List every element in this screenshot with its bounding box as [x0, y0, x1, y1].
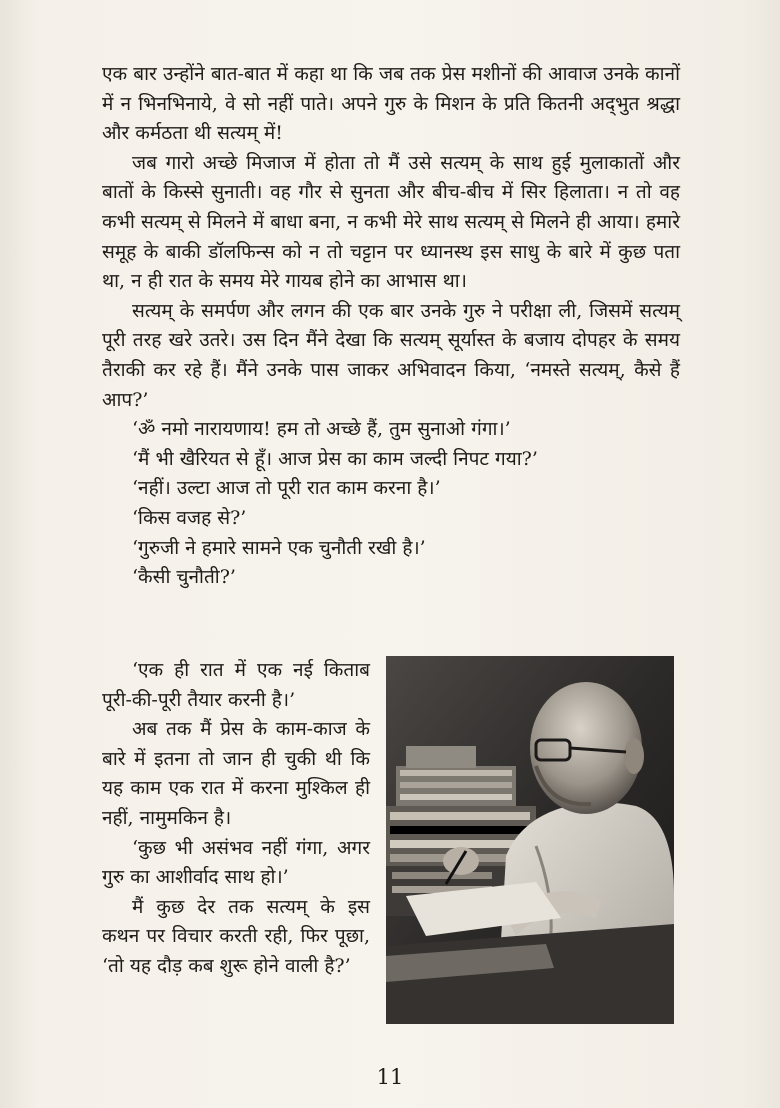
dialogue-line: ‘ॐ नमो नारायणाय! हम तो अच्छे हैं, तुम सुनाओ गंगा।’	[132, 418, 511, 441]
dialogue-line: ‘नहीं। उल्टा आज तो पूरी रात काम करना है।’	[132, 477, 441, 500]
main-text-block	[102, 60, 680, 593]
dialogue-line: ‘कैसी चुनौती?’	[132, 566, 236, 589]
paragraph: जब गारो अच्छे मिजाज में होता तो मैं उसे सत्यम्‌ के साथ हुई मुलाकातों और बातों के किस्से सुनाती। वह गौर से सुनता और बीच-बीच में सिर हिलाता। न तो वह कभी सत्यम्‌ से मिलने में बाधा बना, न कभी मेरे साथ सत्यम्‌ से मिलने ही आया। हमारे समूह के बाकी डॉलफिन्स को न तो चट्टान पर ध्यानस्थ इस साधु के बारे में कुछ पता था, न ही रात के समय मेरे गायब होने का आभास था।	[102, 151, 680, 293]
paragraph: ‘कुछ भी असंभव नहीं गंगा, अगर गुरु का आशीर्वाद साथ हो।’	[102, 836, 370, 889]
dialogue-line: ‘किस वजह से?’	[132, 506, 247, 529]
page-number: 11	[376, 1065, 404, 1089]
narrow-text-column	[102, 656, 370, 982]
paragraph: अब तक मैं प्रेस के काम-काज के बारे में इतना तो जान ही चुकी थी कि यह काम एक रात में करना मुश्किल ही नहीं, नामुमकिन है।	[102, 718, 370, 829]
photo-illustration	[386, 656, 674, 1024]
paragraph: एक बार उन्होंने बात-बात में कहा था कि जब तक प्रेस मशीनों की आवाज उनके कानों में न भिनभिनाये, वे सो नहीं पाते। अपने गुरु के मिशन के प्रति कितनी अद्‌भुत श्रद्धा और कर्मठता थी सत्यम्‌ में!	[102, 63, 680, 145]
paragraph: मैं कुछ देर तक सत्यम्‌ के इस कथन पर विचार करती रही, फिर पूछा, ‘तो यह दौड़ कब शुरू होने वाली है?’	[102, 895, 370, 977]
dialogue-line: ‘मैं भी खैरियत से हूँ। आज प्रेस का काम जल्दी निपट गया?’	[132, 447, 538, 470]
paragraph: सत्यम्‌ के समर्पण और लगन की एक बार उनके गुरु ने परीक्षा ली, जिसमें सत्यम्‌ पूरी तरह खरे उतरे। उस दिन मैंने देखा कि सत्यम्‌ सूर्यास्त के बजाय दोपहर के समय तैराकी कर रहे हैं। मैंने उनके पास जाकर अभिवादन किया, ‘नमस्ते सत्यम्‌, कैसे हैं आप?’	[102, 299, 680, 411]
dialogue-line: ‘गुरुजी ने हमारे सामने एक चुनौती रखी है।’	[132, 536, 426, 559]
paragraph: ‘एक ही रात में एक नई किताब पूरी-की-पूरी तैयार करनी है।’	[102, 659, 370, 711]
man-at-desk-photo	[386, 656, 674, 1024]
